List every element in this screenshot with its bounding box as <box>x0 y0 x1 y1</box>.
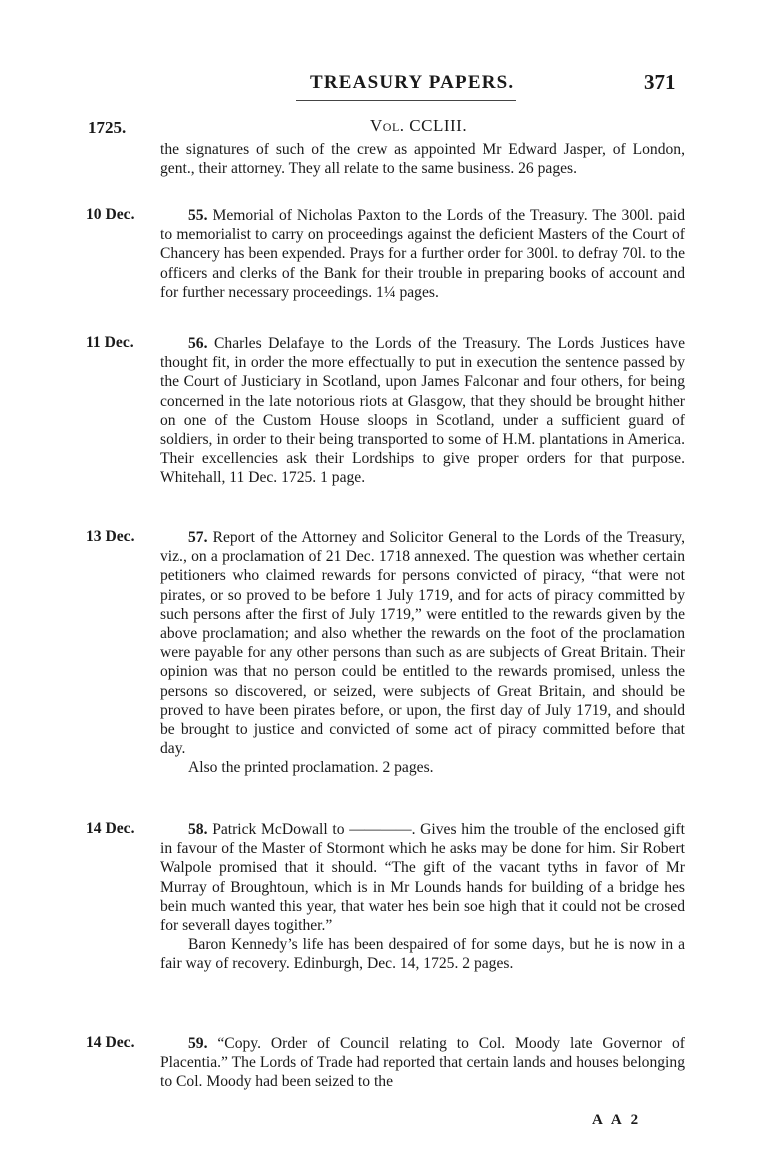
entry-text: “Copy. Order of Council relating to Col. Moody late Governor of Placentia.” The Lords of Trade had reported that certain lands and houses belonging to Col. Moody had been seized to the <box>160 1035 685 1091</box>
entry-59 <box>160 1034 685 1092</box>
entry-extra: Also the printed proclamation. 2 pages. <box>188 759 434 777</box>
running-title: TREASURY PAPERS. <box>310 72 515 93</box>
entry-continuation <box>160 140 685 178</box>
header-rule <box>296 100 516 101</box>
entry-number: 56. <box>188 335 208 352</box>
entry-number: 55. <box>188 207 208 224</box>
entry-extra: Baron Kennedy’s life has been despaired of for some days, but he is now in a fair way of recovery. Edinburgh, Dec. 14, 1725. 2 pages. <box>160 936 685 973</box>
entry-57 <box>160 528 685 778</box>
entry-58 <box>160 820 685 974</box>
entry-number: 57. <box>188 529 208 546</box>
entry-date: 14 Dec. <box>86 820 135 837</box>
entry-number: 59. <box>188 1035 208 1052</box>
entry-55 <box>160 206 685 302</box>
entry-number: 58. <box>188 821 208 838</box>
entry-date: 14 Dec. <box>86 1034 135 1051</box>
entry-text: Report of the Attorney and Solicitor General to the Lords of the Treasury, viz., on a proclamation of 21 Dec. 1718 annexed. The question was whether certain petitioners who claimed rewards for persons convicted of piracy, “that were not pirates, or so proved to be before 1 July 1719, and for acts of piracy committed by such persons after the first of July 1719,” were entitled to the rewards given by the above proclamation; and also whether the rewards on the foot of the proclamation were payable for any other persons than such as are subjects of Great Britain. Their opinion was that no person could be entitled to the rewards promised, unless the persons so discovered, or seized, were subjects of Great Britain, and should be proved to have been pirates before, or upon, the first day of July 1719, and should be brought to justice and convicted of some act of piracy committed before that day. <box>160 529 685 758</box>
entry-text: Patrick McDowall to ————. Gives him the trouble of the enclosed gift in favour of the Master of Stormont which he asks may be done for him. Sir Robert Walpole promised that it should. “The gift of the vacant tyths in favor of Mr Murray of Broughtoun, which is in Mr Lounds hands for building of a bridge hes bein much wanted this year, that water hes bein soe high that it could not be crosed for severall dayes togither.” <box>160 821 685 935</box>
entry-text: Charles Delafaye to the Lords of the Treasury. The Lords Justices have thought fit, in order the more effectually to put in execution the sentence passed by the Court of Justiciary in Scotland, upon James Falconar and four others, for being concerned in the late notorious riots at Glasgow, that they should be brought hither on one of the Custom House sloops in Scotland, under a sufficient guard of soldiers, in order to their being transported to some of H.M. plantations in America. Their excellencies ask their Lordships to give proper orders for that purpose. Whitehall, 11 Dec. 1725. 1 page. <box>160 335 685 487</box>
entry-text: the signatures of such of the crew as appointed Mr Edward Jasper, of London, gent., their attorney. They all relate to the same business. 26 pages. <box>160 141 685 178</box>
entry-56 <box>160 334 685 488</box>
volume-label: Vol. CCLIII. <box>370 116 468 135</box>
entry-date: 13 Dec. <box>86 528 135 545</box>
page-number: 371 <box>644 70 676 94</box>
signature-mark: A A 2 <box>592 1112 642 1128</box>
entry-date: 10 Dec. <box>86 206 135 223</box>
entry-date: 11 Dec. <box>86 334 134 351</box>
year-label: 1725. <box>88 118 127 137</box>
entry-text: Memorial of Nicholas Paxton to the Lords of the Treasury. The 300l. paid to memorialist to carry on proceedings against the deficient Masters of the Court of Chancery has been expended. Prays for a further order for 300l. to defray 70l. to the officers and clerks of the Bank for their trouble in preparing books of account and for further necessary proceedings. 1¼ pages. <box>160 207 685 301</box>
